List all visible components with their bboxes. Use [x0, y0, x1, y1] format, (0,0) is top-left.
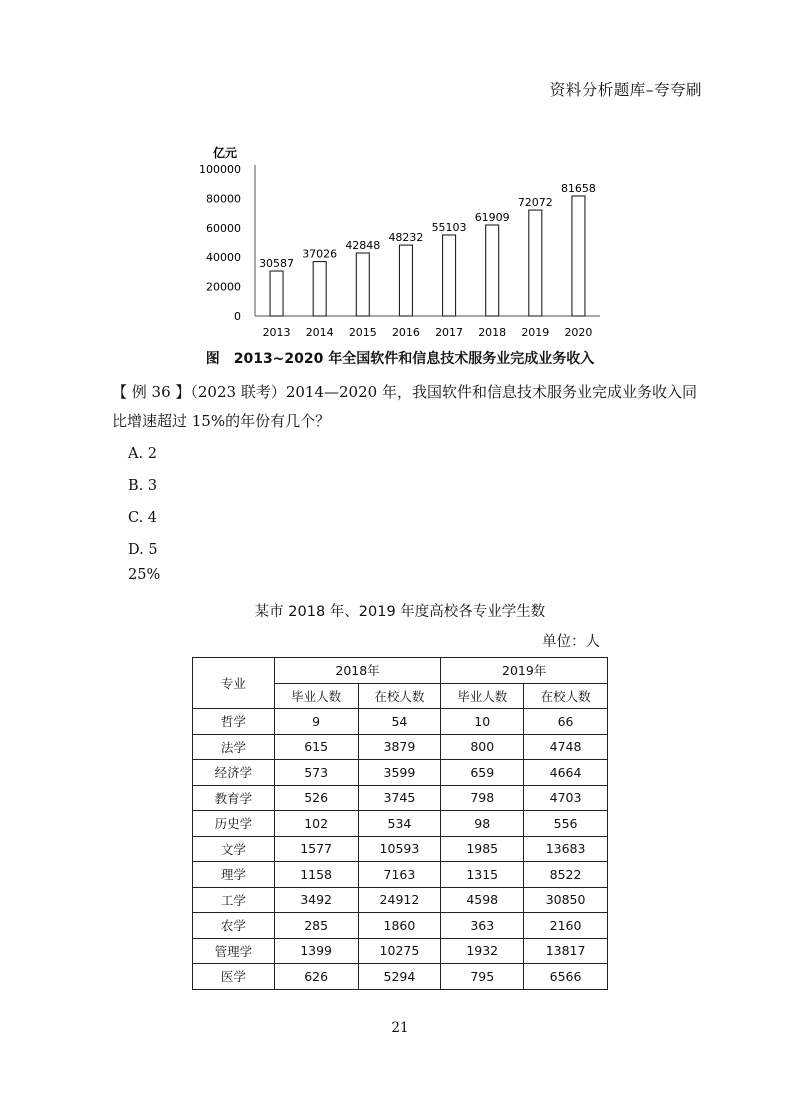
- bar: [443, 235, 456, 316]
- subheader-cell: 毕业人数: [441, 683, 524, 709]
- value-cell: 800: [441, 734, 524, 760]
- major-name-cell: 法学: [193, 734, 275, 760]
- value-cell: 3879: [358, 734, 441, 760]
- table-row: [193, 734, 608, 760]
- table-row: [193, 938, 608, 964]
- option-b: B. 3: [128, 478, 158, 494]
- bar: [313, 262, 326, 316]
- x-tick-label: 2015: [348, 326, 377, 339]
- value-cell: 615: [274, 734, 358, 760]
- header-major: 专业: [193, 658, 275, 709]
- value-cell: 10: [441, 709, 524, 735]
- value-cell: 795: [441, 964, 524, 990]
- table-row: [193, 964, 608, 990]
- value-cell: 13683: [524, 836, 608, 862]
- bar-value-label: 30587: [259, 257, 295, 271]
- bar: [356, 253, 369, 316]
- major-name-cell: 哲学: [193, 709, 275, 735]
- x-tick-label: 2016: [391, 326, 420, 339]
- value-cell: 798: [441, 785, 524, 811]
- major-name-cell: 医学: [193, 964, 275, 990]
- subheader-cell: 毕业人数: [274, 683, 358, 709]
- value-cell: 1985: [441, 836, 524, 862]
- value-cell: 1932: [441, 938, 524, 964]
- y-tick-label: 100000: [199, 163, 241, 176]
- value-cell: 102: [274, 811, 358, 837]
- y-unit-label: 亿元: [213, 146, 238, 160]
- major-name-cell: 管理学: [193, 938, 275, 964]
- y-tick-label: 40000: [206, 251, 241, 265]
- table-row: [193, 862, 608, 888]
- header-year-2018: 2018年: [274, 658, 441, 684]
- value-cell: 3745: [358, 785, 441, 811]
- value-cell: 6566: [524, 964, 608, 990]
- option-c: C. 4: [128, 510, 158, 526]
- value-cell: 363: [441, 913, 524, 939]
- x-tick-label: 2017: [435, 326, 464, 339]
- table-row: [193, 785, 608, 811]
- bar: [399, 245, 412, 316]
- value-cell: 10275: [358, 938, 441, 964]
- y-tick-label: 60000: [206, 221, 241, 235]
- bar: [529, 210, 542, 316]
- x-tick-label: 2013: [262, 326, 291, 339]
- value-cell: 1399: [274, 938, 358, 964]
- value-cell: 573: [274, 760, 358, 786]
- x-tick-label: 2019: [521, 326, 550, 339]
- major-name-cell: 文学: [193, 836, 275, 862]
- x-tick-label: 2014: [305, 326, 334, 339]
- value-cell: 4664: [524, 760, 608, 786]
- y-tick-label: 80000: [206, 192, 241, 206]
- value-cell: 2160: [524, 913, 608, 939]
- bar-value-label: 55103: [431, 220, 467, 234]
- value-cell: 30850: [524, 887, 608, 913]
- table-row: [193, 811, 608, 837]
- value-cell: 3599: [358, 760, 441, 786]
- value-cell: 5294: [358, 964, 441, 990]
- header-year-2019: 2019年: [441, 658, 608, 684]
- value-cell: 3492: [274, 887, 358, 913]
- value-cell: 1158: [274, 862, 358, 888]
- page-number: 21: [391, 1020, 409, 1036]
- major-name-cell: 工学: [193, 887, 275, 913]
- bar: [572, 196, 585, 316]
- value-cell: 1315: [441, 862, 524, 888]
- y-tick-label: 20000: [206, 280, 241, 294]
- option-d: D. 5: [128, 542, 158, 558]
- bar-value-label: 81658: [560, 181, 596, 195]
- value-cell: 4703: [524, 785, 608, 811]
- bar-value-label: 61909: [474, 210, 510, 224]
- value-cell: 4748: [524, 734, 608, 760]
- value-cell: 9: [274, 709, 358, 735]
- student-table: [192, 657, 608, 990]
- option-list: [128, 438, 158, 566]
- header-title: 资料分析题库–夸夸刷: [549, 81, 702, 99]
- option-a: A. 2: [128, 446, 157, 462]
- table-header-row: [193, 658, 608, 684]
- value-cell: 66: [524, 709, 608, 735]
- x-tick-label: 2020: [564, 326, 593, 339]
- value-cell: 10593: [358, 836, 441, 862]
- major-name-cell: 教育学: [193, 785, 275, 811]
- value-cell: 626: [274, 964, 358, 990]
- major-name-cell: 农学: [193, 913, 275, 939]
- major-name-cell: 历史学: [193, 811, 275, 837]
- table-unit: 单位：人: [542, 634, 600, 650]
- chart-caption: 图 2013~2020 年全国软件和信息技术服务业完成业务收入: [205, 351, 595, 367]
- major-name-cell: 理学: [193, 862, 275, 888]
- table-row: [193, 887, 608, 913]
- table-title: 某市 2018 年、2019 年度高校各专业学生数: [254, 604, 546, 620]
- x-tick-label: 2018: [478, 326, 507, 339]
- major-name-cell: 经济学: [193, 760, 275, 786]
- bar-chart: [195, 138, 615, 348]
- value-cell: 13817: [524, 938, 608, 964]
- y-tick-label: 0: [234, 310, 241, 323]
- value-cell: 7163: [358, 862, 441, 888]
- subheader-cell: 在校人数: [524, 683, 608, 709]
- table-row: [193, 913, 608, 939]
- value-cell: 54: [358, 709, 441, 735]
- value-cell: 1860: [358, 913, 441, 939]
- table-row: [193, 709, 608, 735]
- bar: [270, 271, 283, 316]
- value-cell: 659: [441, 760, 524, 786]
- value-cell: 24912: [358, 887, 441, 913]
- table-row: [193, 760, 608, 786]
- value-cell: 526: [274, 785, 358, 811]
- bar-value-label: 42848: [345, 239, 381, 253]
- value-cell: 98: [441, 811, 524, 837]
- bar-value-label: 72072: [517, 196, 553, 210]
- value-cell: 8522: [524, 862, 608, 888]
- table-row: [193, 836, 608, 862]
- bar: [486, 225, 499, 316]
- bar-value-label: 48232: [388, 231, 424, 245]
- answer-note: 25%: [128, 567, 161, 583]
- value-cell: 1577: [274, 836, 358, 862]
- value-cell: 4598: [441, 887, 524, 913]
- value-cell: 556: [524, 811, 608, 837]
- bar-value-label: 37026: [302, 247, 338, 261]
- question-text: 【 例 36 】（2023 联考）2014—2020 年，我国软件和信息技术服务业完成业务收入同比增速超过 15%的年份有几个？: [112, 383, 697, 430]
- value-cell: 534: [358, 811, 441, 837]
- value-cell: 285: [274, 913, 358, 939]
- subheader-cell: 在校人数: [358, 683, 441, 709]
